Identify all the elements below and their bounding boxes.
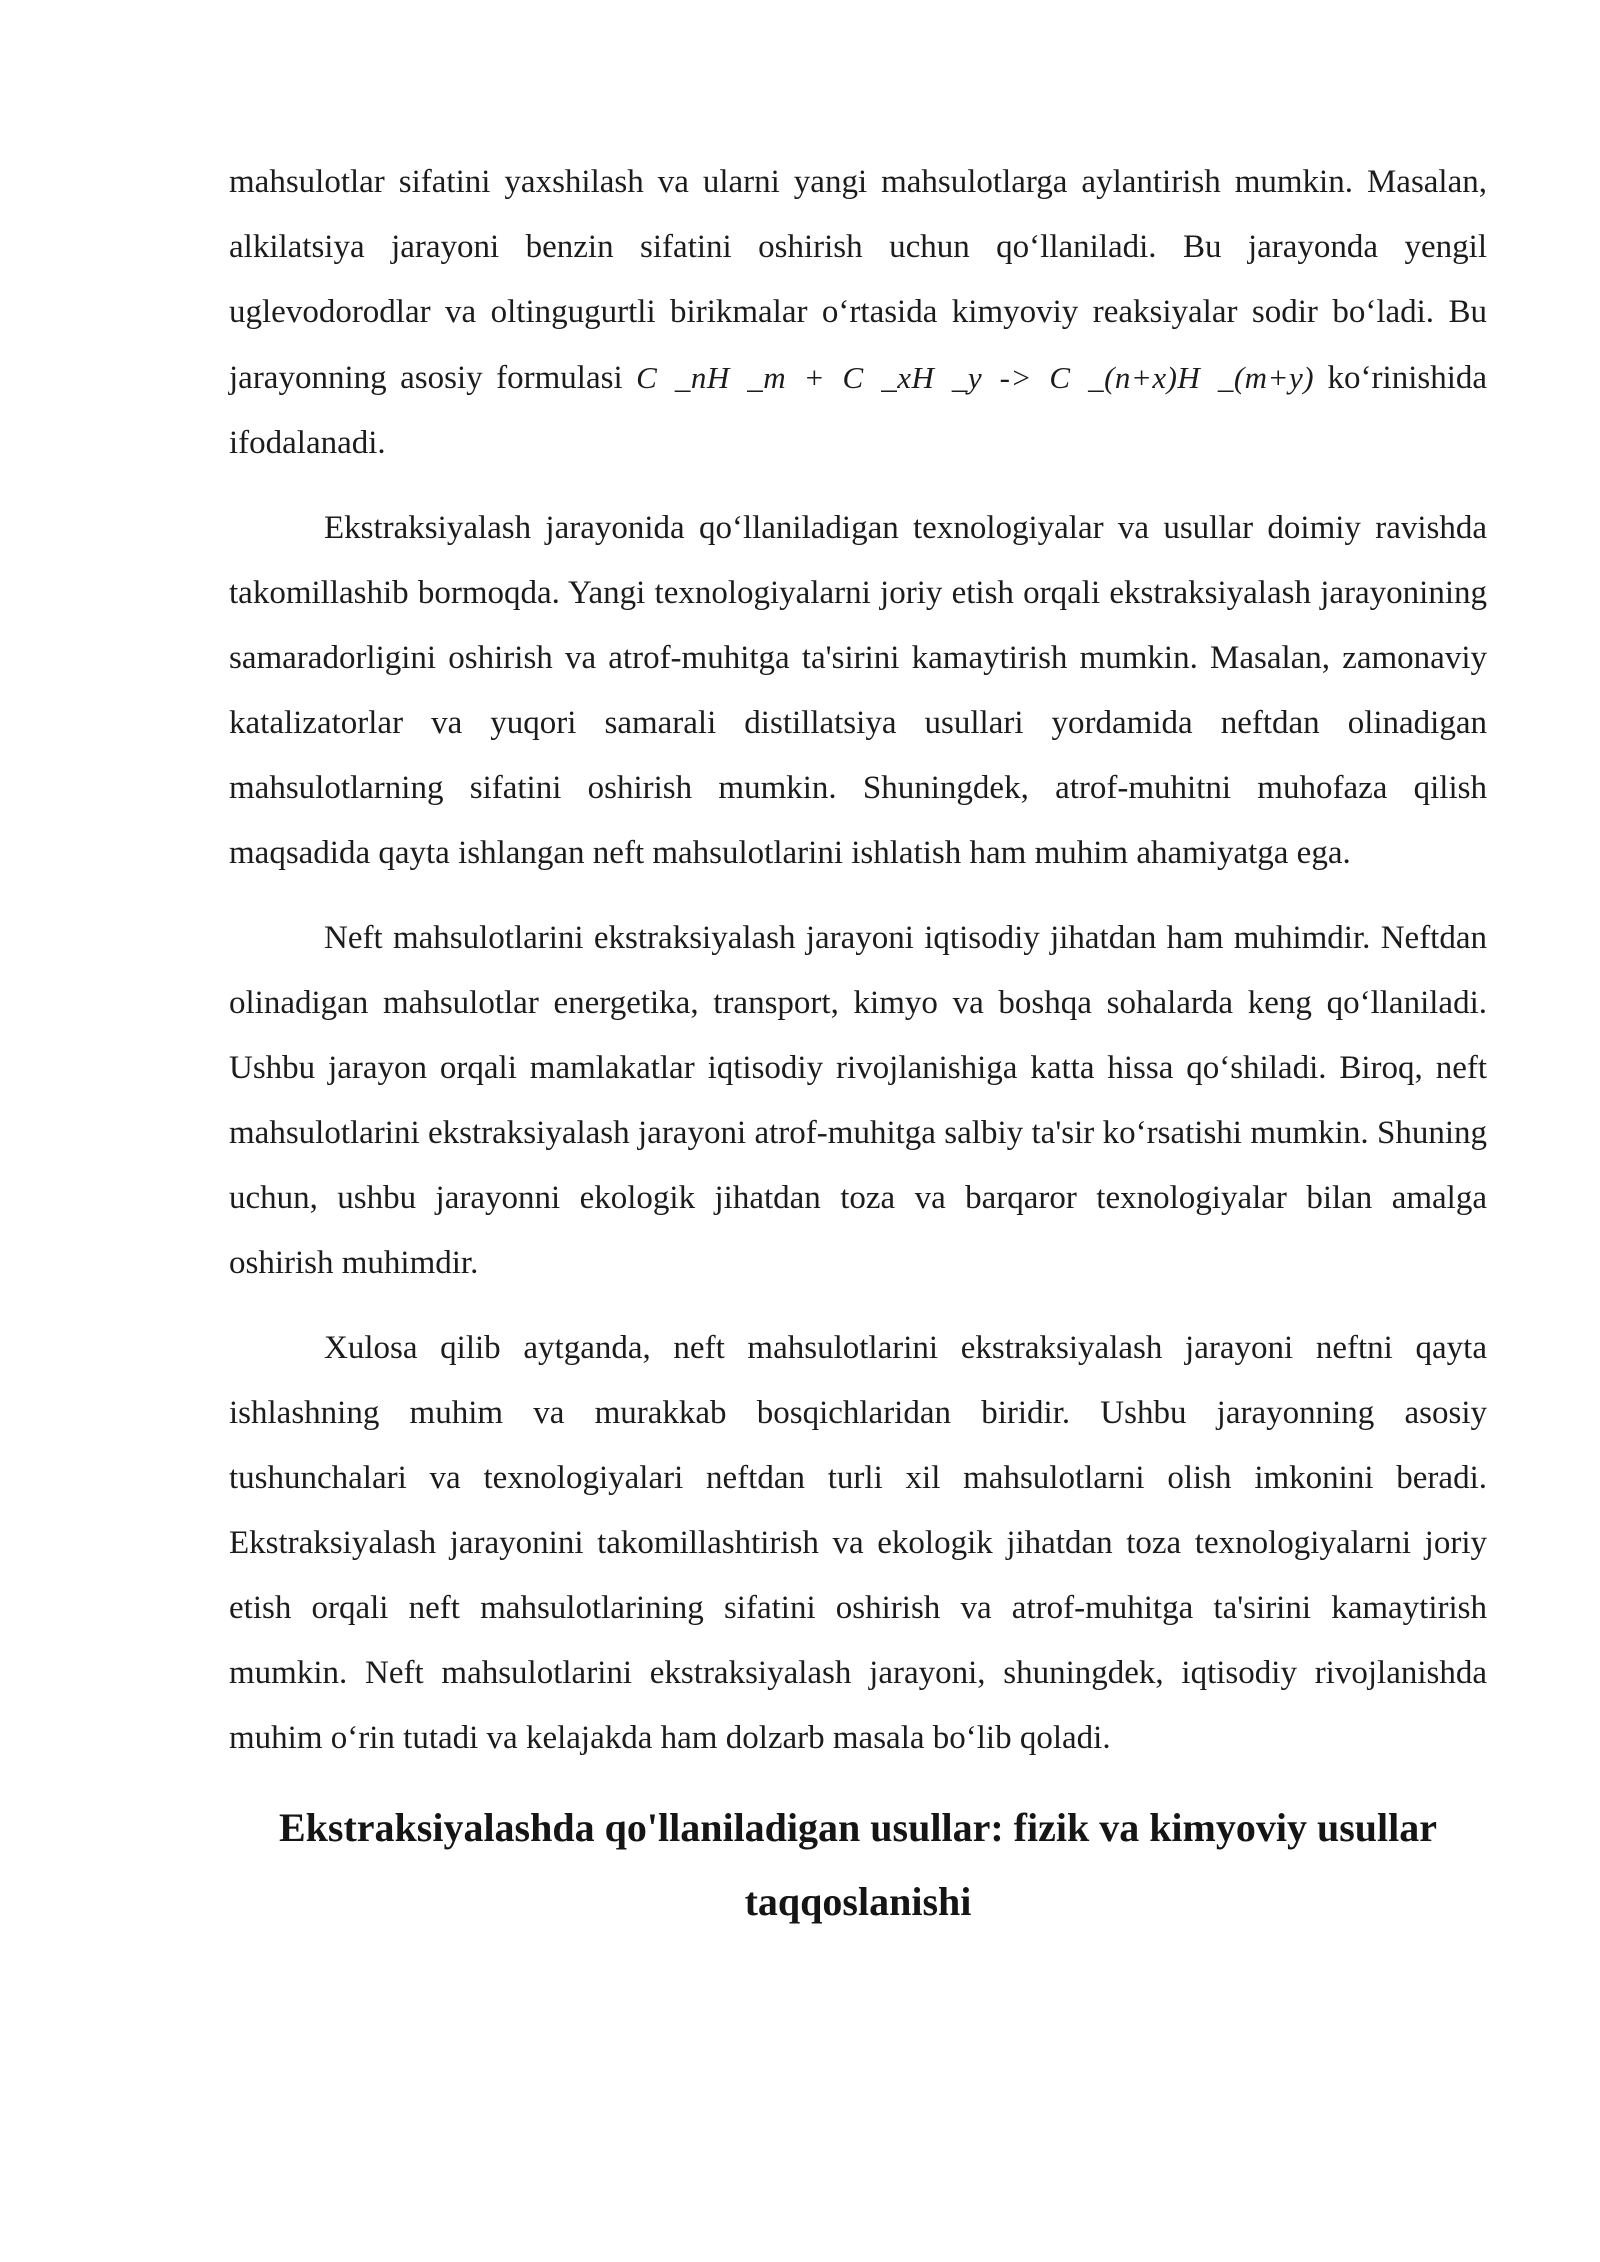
document-page [229, 150, 1487, 1939]
section-heading [229, 1791, 1487, 1939]
paragraph-economics: Neft mahsulotlarini ekstraksiyalash jarayoni iqtisodiy jihatdan ham muhimdir. Neftdan olinadigan mahsulotlar energetika, transport, kimyo va boshqa sohalarda keng qo‘llaniladi. Ushbu jarayon orqali mamlakatlar iqtisodiy rivojlanishiga katta hissa qo‘shiladi. Biroq, neft mahsulotlarini ekstraksiyalash jarayoni atrof-muhitga salbiy ta'sir ko‘rsatishi mumkin. Shuning uchun, ushbu jarayonni ekologik jihatdan toza va barqaror texnologiyalar bilan amalga oshirish muhimdir. [229, 920, 1487, 1281]
paragraph-alkylation-end: ko‘rinishida ifodalanadi. [229, 360, 1488, 461]
paragraph-alkylation-text: mahsulotlar sifatini yaxshilash va ularni yangi mahsulotlarga aylantirish mumkin. Masalan, alkilatsiya jarayoni benzin sifatini oshirish uchun qo‘llaniladi. Bu jarayonda yengil uglevodorodlar va oltingugurtli birikmalar o‘rtasida kimyoviy reaksiyalar sodir bo‘ladi. Bu jarayonning asosiy formulasi [229, 164, 1487, 396]
section-heading-line1: Ekstraksiyalashda qo'llaniladigan usullar: fizik va kimyoviy usullar [278, 1805, 1438, 1850]
paragraph-technologies: Ekstraksiyalash jarayonida qo‘llaniladigan texnologiyalar va usullar doimiy ravishda takomillashib bormoqda. Yangi texnologiyalarni joriy etish orqali ekstraksiyalash jarayonining samaradorligini oshirish va atrof-muhitga ta'sirini kamaytirish mumkin. Masalan, zamonaviy katalizatorlar va yuqori samarali distillatsiya usullari yordamida neftdan olinadigan mahsulotlarning sifatini oshirish mumkin. Shuningdek, atrof-muhitni muhofaza qilish maqsadida qayta ishlangan neft mahsulotlarini ishlatish ham muhim ahamiyatga ega. [229, 510, 1487, 871]
section-heading-line2: taqqoslanishi [744, 1879, 972, 1924]
reaction-formula: C _nH _m + C _xH _y -> C _(n+x)H _(m+y) [636, 360, 1315, 395]
paragraph-alkylation [229, 150, 1487, 476]
paragraph-conclusion: Xulosa qilib aytganda, neft mahsulotlarini ekstraksiyalash jarayoni neftni qayta ishlashning muhim va murakkab bosqichlaridan biridir. Ushbu jarayonning asosiy tushunchalari va texnologiyalari neftdan turli xil mahsulotlarni olish imkonini beradi. Ekstraksiyalash jarayonini takomillashtirish va ekologik jihatdan toza texnologiyalarni joriy etish orqali neft mahsulotlarining sifatini oshirish va atrof-muhitga ta'sirini kamaytirish mumkin. Neft mahsulotlarini ekstraksiyalash jarayoni, shuningdek, iqtisodiy rivojlanishda muhim o‘rin tutadi va kelajakda ham dolzarb masala bo‘lib qoladi. [229, 1330, 1487, 1756]
